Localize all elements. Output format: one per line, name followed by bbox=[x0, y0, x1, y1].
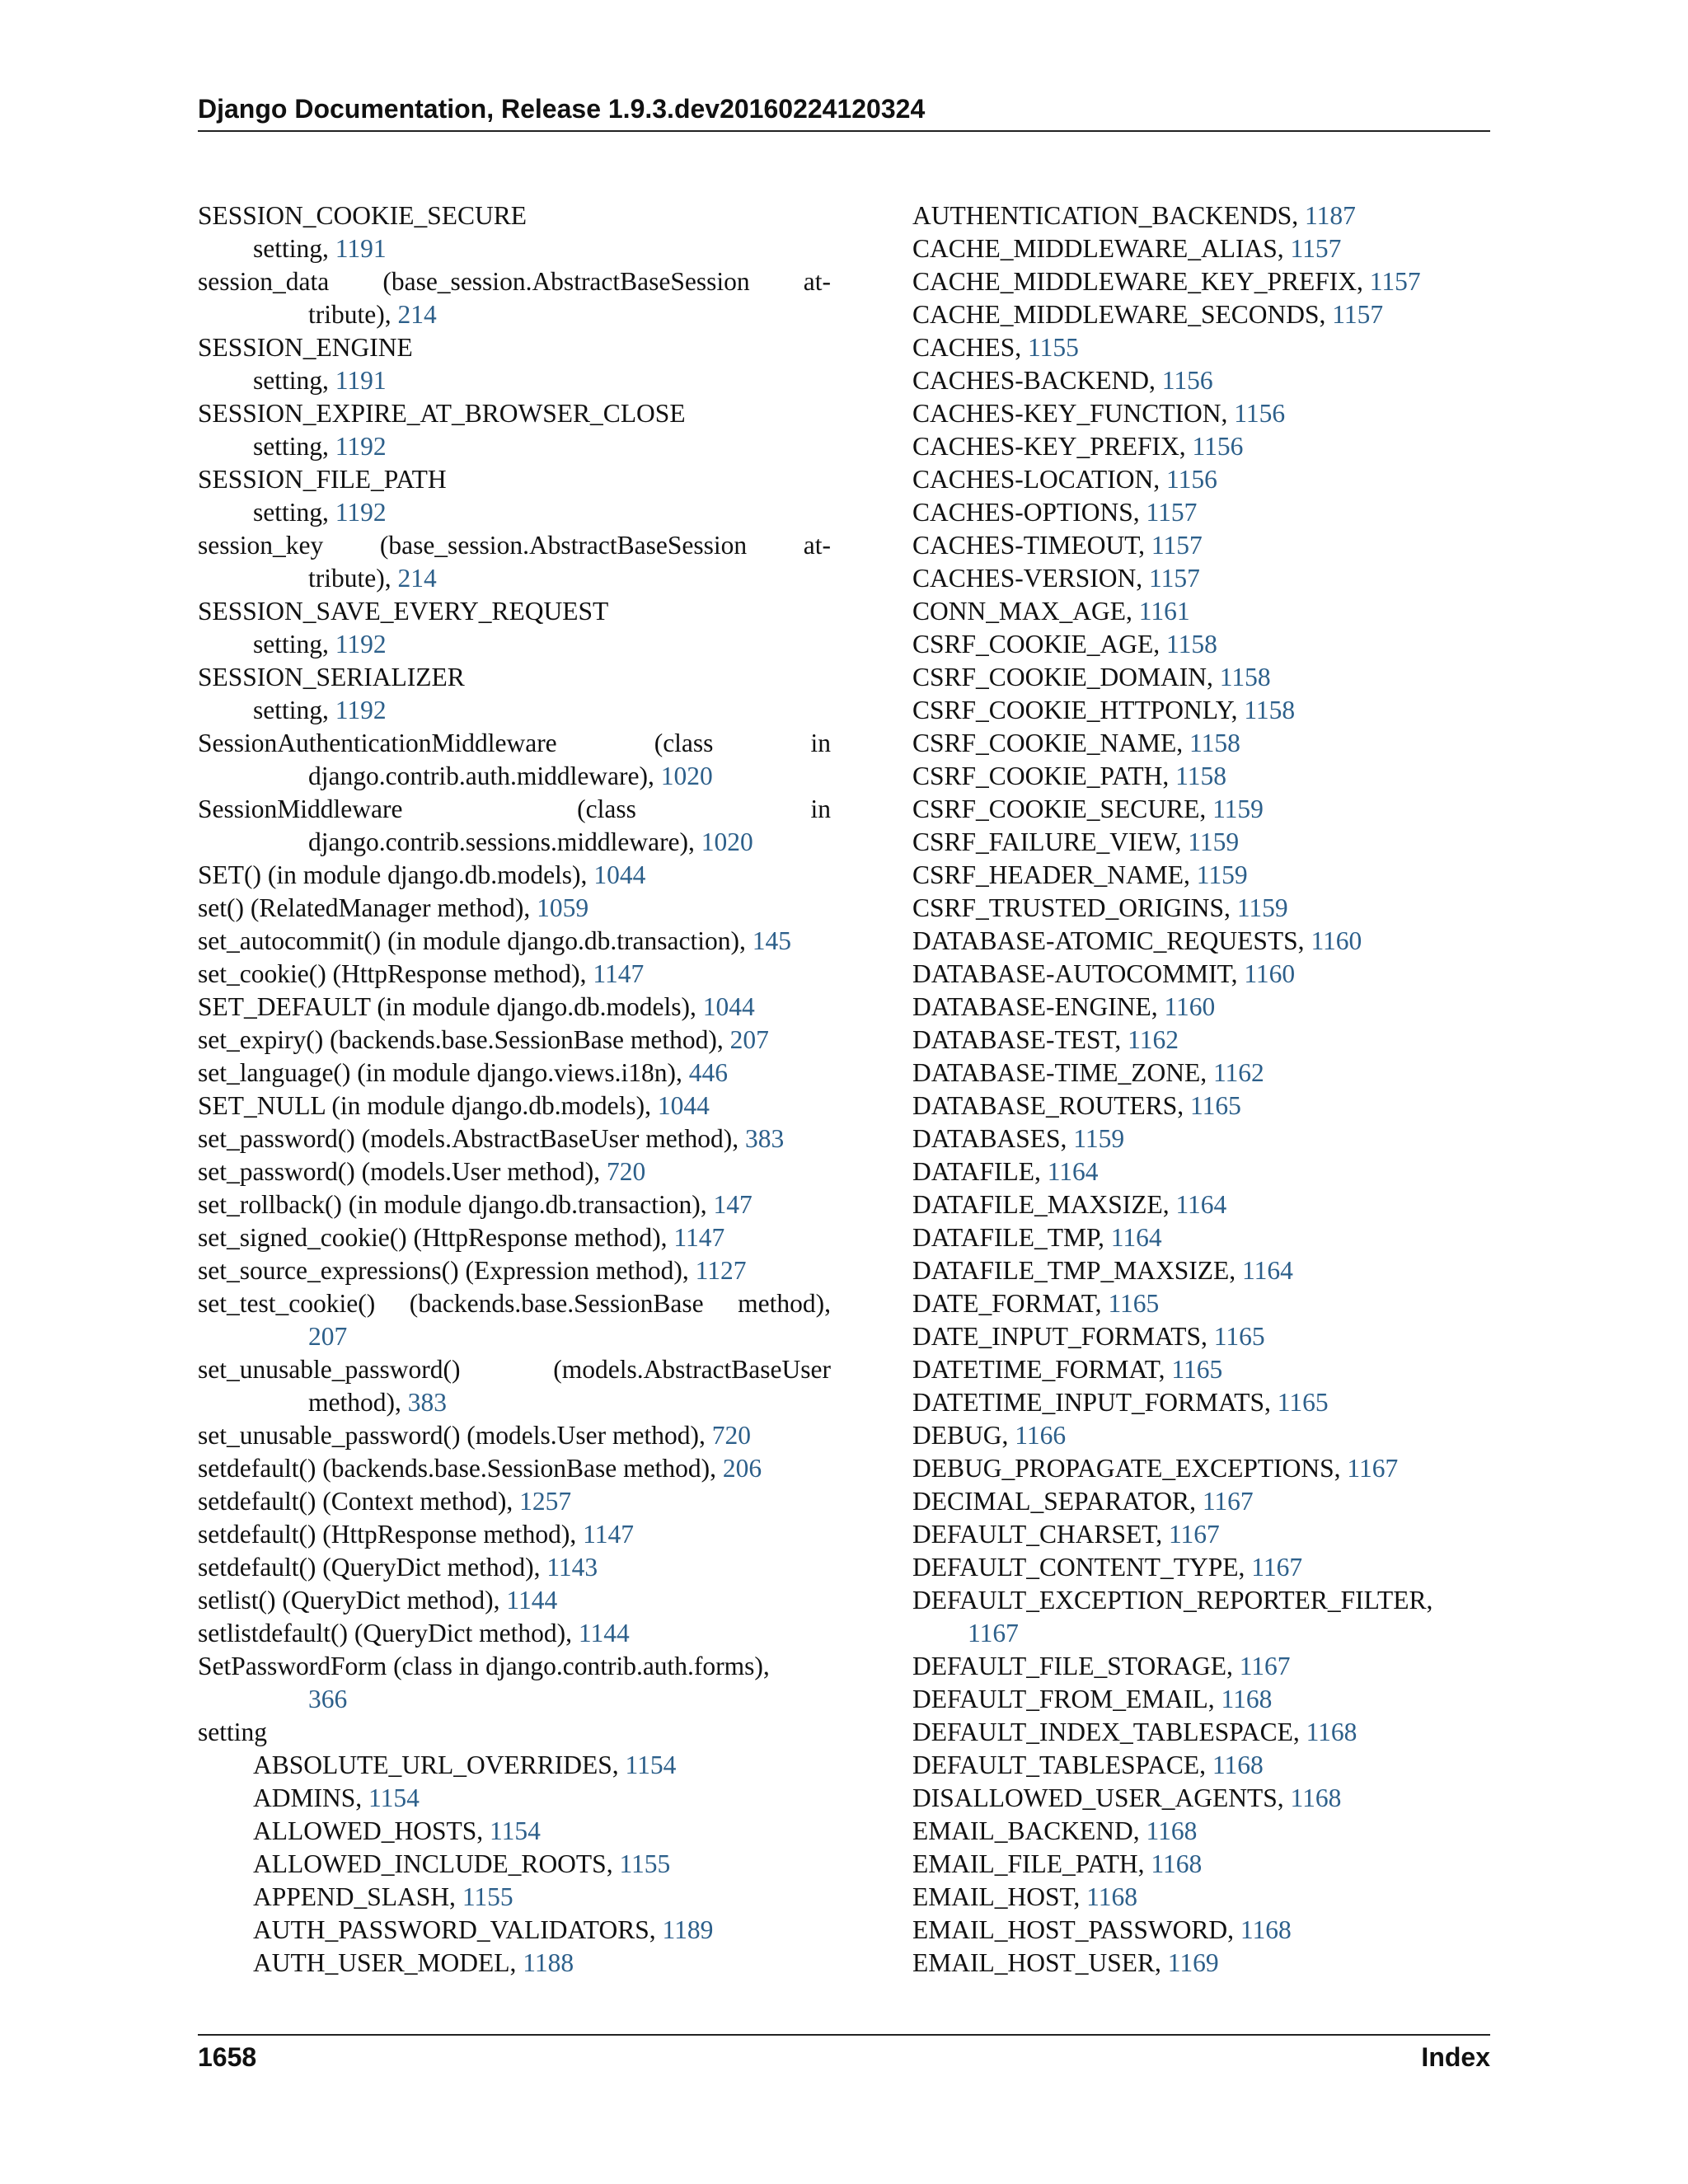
index-entry[interactable]: setting, 1192 bbox=[253, 498, 387, 527]
index-entry[interactable]: DEFAULT_FROM_EMAIL, 1168 bbox=[912, 1685, 1273, 1713]
page-link[interactable]: 1156 bbox=[1166, 465, 1217, 494]
page-link[interactable]: 1157 bbox=[1151, 531, 1203, 560]
index-entry[interactable]: setlist() (QueryDict method), 1144 bbox=[198, 1586, 558, 1615]
page-link[interactable]: 1168 bbox=[1221, 1685, 1273, 1713]
page-link[interactable]: 1189 bbox=[662, 1915, 714, 1944]
index-entry[interactable]: DATAFILE_TMP, 1164 bbox=[912, 1223, 1162, 1252]
index-entry[interactable] bbox=[198, 1683, 831, 1716]
page-link[interactable]: 1044 bbox=[593, 860, 646, 889]
index-entry: SessionAuthenticationMiddleware (class in bbox=[198, 729, 831, 757]
page-link[interactable]: 214 bbox=[397, 300, 437, 329]
index-entry: SetPasswordForm (class in django.contrib.auth.forms), bbox=[198, 1652, 770, 1680]
index-entry[interactable]: CONN_MAX_AGE, 1161 bbox=[912, 597, 1190, 626]
index-entry[interactable]: set_password() (models.AbstractBaseUser method), 383 bbox=[198, 1124, 785, 1153]
index-entry[interactable]: CACHES-BACKEND, 1156 bbox=[912, 366, 1213, 395]
page-link[interactable]: 1167 bbox=[1202, 1487, 1254, 1516]
page-link[interactable]: 1192 bbox=[335, 498, 387, 527]
index-entry[interactable]: setting, 1192 bbox=[253, 696, 387, 724]
page-link[interactable]: 1160 bbox=[1164, 992, 1216, 1021]
page-link[interactable]: 1168 bbox=[1306, 1718, 1357, 1746]
page-link[interactable]: 1167 bbox=[968, 1619, 1019, 1647]
index-entry[interactable]: method), 383 bbox=[308, 1388, 447, 1417]
page-link[interactable]: 1159 bbox=[1196, 860, 1248, 889]
page-link[interactable]: 383 bbox=[744, 1124, 785, 1153]
page-link[interactable]: 1164 bbox=[1241, 1256, 1293, 1285]
index-entry: SESSION_FILE_PATH bbox=[198, 465, 447, 494]
index-entry[interactable]: DATE_FORMAT, 1165 bbox=[912, 1289, 1160, 1318]
page-link[interactable]: 366 bbox=[308, 1685, 348, 1713]
index-entry[interactable]: tribute), 214 bbox=[308, 300, 437, 329]
index-entry[interactable]: CACHE_MIDDLEWARE_ALIAS, 1157 bbox=[912, 234, 1342, 263]
page-link[interactable]: 1168 bbox=[1212, 1750, 1264, 1779]
page-link[interactable]: 1157 bbox=[1369, 267, 1421, 296]
index-entry[interactable]: AUTH_PASSWORD_VALIDATORS, 1189 bbox=[253, 1915, 714, 1944]
page-link[interactable]: 1156 bbox=[1192, 432, 1244, 461]
page-link[interactable]: 1159 bbox=[1236, 893, 1288, 922]
page-link[interactable]: 1257 bbox=[519, 1487, 572, 1516]
index-entry[interactable]: SET_DEFAULT (in module django.db.models), 1044 bbox=[198, 992, 755, 1021]
index-entry[interactable]: AUTH_USER_MODEL, 1188 bbox=[253, 1948, 574, 1977]
page-link[interactable]: 383 bbox=[407, 1388, 447, 1417]
page-link[interactable]: 1159 bbox=[1073, 1124, 1125, 1153]
index-entry[interactable]: CSRF_COOKIE_PATH, 1158 bbox=[912, 762, 1227, 790]
index-entry: SESSION_SERIALIZER bbox=[198, 663, 465, 691]
page-link[interactable]: 1166 bbox=[1015, 1421, 1067, 1450]
page-link[interactable]: 1158 bbox=[1219, 663, 1271, 691]
index-entry[interactable]: DEFAULT_TABLESPACE, 1168 bbox=[912, 1750, 1264, 1779]
page-link[interactable]: 1155 bbox=[1028, 333, 1079, 362]
page-header-title: Django Documentation, Release 1.9.3.dev20160224120324 bbox=[198, 94, 926, 124]
page-link[interactable]: 1156 bbox=[1161, 366, 1213, 395]
index-entry[interactable]: DATAFILE_MAXSIZE, 1164 bbox=[912, 1190, 1227, 1219]
index-entry[interactable]: CACHE_MIDDLEWARE_KEY_PREFIX, 1157 bbox=[912, 267, 1421, 296]
page-link[interactable]: 1164 bbox=[1175, 1190, 1227, 1219]
index-entry: SESSION_SAVE_EVERY_REQUEST bbox=[198, 597, 609, 626]
page-link[interactable]: 1160 bbox=[1311, 926, 1362, 955]
index-entry[interactable]: DEFAULT_FILE_STORAGE, 1167 bbox=[912, 1652, 1291, 1680]
page-link[interactable]: 145 bbox=[752, 926, 791, 955]
page-link[interactable]: 1147 bbox=[593, 959, 645, 988]
index-entry[interactable]: DEFAULT_INDEX_TABLESPACE, 1168 bbox=[912, 1718, 1357, 1746]
footer-rule bbox=[198, 2034, 1490, 2036]
index-entry[interactable]: set() (RelatedManager method), 1059 bbox=[198, 893, 589, 922]
index-entry[interactable]: django.contrib.auth.middleware), 1020 bbox=[308, 762, 713, 790]
index-entry[interactable]: DATABASE-ATOMIC_REQUESTS, 1160 bbox=[912, 926, 1362, 955]
page-link[interactable]: 1167 bbox=[1251, 1553, 1303, 1582]
index-entry: SESSION_ENGINE bbox=[198, 333, 413, 362]
page-link[interactable]: 1158 bbox=[1175, 762, 1227, 790]
index-entry[interactable]: set_password() (models.User method), 720 bbox=[198, 1157, 646, 1186]
index-entry[interactable]: CSRF_FAILURE_VIEW, 1159 bbox=[912, 827, 1240, 856]
page-link[interactable]: 1168 bbox=[1086, 1882, 1137, 1911]
page-link[interactable]: 1168 bbox=[1151, 1849, 1203, 1878]
index-entry[interactable]: setting, 1191 bbox=[253, 234, 387, 263]
page-link[interactable]: 207 bbox=[729, 1025, 769, 1054]
index-entry[interactable]: CSRF_COOKIE_AGE, 1158 bbox=[912, 630, 1217, 658]
index-entry[interactable]: APPEND_SLASH, 1155 bbox=[253, 1882, 513, 1911]
index-entry: SESSION_EXPIRE_AT_BROWSER_CLOSE bbox=[198, 399, 686, 428]
page-link[interactable]: 1161 bbox=[1138, 597, 1190, 626]
index-entry[interactable]: set_signed_cookie() (HttpResponse method), 1147 bbox=[198, 1223, 725, 1252]
index-entry[interactable]: DATETIME_FORMAT, 1165 bbox=[912, 1355, 1223, 1384]
index-entry[interactable] bbox=[198, 1320, 831, 1353]
page-link[interactable]: 207 bbox=[308, 1322, 348, 1351]
index-entry[interactable]: set_autocommit() (in module django.db.transaction), 145 bbox=[198, 926, 791, 955]
index-entry[interactable]: DATETIME_INPUT_FORMATS, 1165 bbox=[912, 1388, 1329, 1417]
page-link[interactable]: 1191 bbox=[335, 366, 387, 395]
index-entry: SessionMiddleware (class in bbox=[198, 794, 831, 823]
page-link[interactable]: 214 bbox=[397, 564, 437, 593]
page-link[interactable]: 1155 bbox=[619, 1849, 671, 1878]
page-link[interactable]: 1157 bbox=[1146, 498, 1198, 527]
page-link[interactable]: 1157 bbox=[1332, 300, 1384, 329]
index-entry[interactable]: DATE_INPUT_FORMATS, 1165 bbox=[912, 1322, 1265, 1351]
index-entry[interactable]: DISALLOWED_USER_AGENTS, 1168 bbox=[912, 1783, 1342, 1812]
index-entry[interactable]: set_expiry() (backends.base.SessionBase method), 207 bbox=[198, 1025, 769, 1054]
index-column-right bbox=[912, 199, 1506, 1980]
index-entry[interactable]: DATABASE-TEST, 1162 bbox=[912, 1025, 1179, 1054]
index-entry[interactable]: DEBUG_PROPAGATE_EXCEPTIONS, 1167 bbox=[912, 1454, 1399, 1483]
index-entry[interactable]: DATABASE-TIME_ZONE, 1162 bbox=[912, 1058, 1264, 1087]
page-link[interactable]: 1192 bbox=[335, 696, 387, 724]
index-entry[interactable]: setting, 1192 bbox=[253, 630, 387, 658]
page-link[interactable]: 1192 bbox=[335, 432, 387, 461]
page-link[interactable]: 1143 bbox=[546, 1553, 598, 1582]
index-entry[interactable]: ADMINS, 1154 bbox=[253, 1783, 420, 1812]
index-entry[interactable]: setdefault() (HttpResponse method), 1147 bbox=[198, 1520, 634, 1549]
page-link[interactable]: 1020 bbox=[660, 762, 713, 790]
index-entry[interactable]: SET_NULL (in module django.db.models), 1044 bbox=[198, 1091, 710, 1120]
index-entry[interactable] bbox=[912, 1617, 1506, 1650]
index-entry[interactable]: DECIMAL_SEPARATOR, 1167 bbox=[912, 1487, 1254, 1516]
page-link[interactable]: 1157 bbox=[1290, 234, 1342, 263]
page-link[interactable]: 1156 bbox=[1234, 399, 1286, 428]
index-entry[interactable]: CSRF_COOKIE_HTTPONLY, 1158 bbox=[912, 696, 1296, 724]
index-entry[interactable]: SET() (in module django.db.models), 1044 bbox=[198, 860, 646, 889]
index-entry[interactable]: DATABASE_ROUTERS, 1165 bbox=[912, 1091, 1241, 1120]
page-link[interactable]: 1158 bbox=[1166, 630, 1217, 658]
index-entry: set_test_cookie() (backends.base.SessionBase method), bbox=[198, 1289, 831, 1318]
index-entry[interactable]: EMAIL_BACKEND, 1168 bbox=[912, 1816, 1198, 1845]
index-entry[interactable]: DATABASES, 1159 bbox=[912, 1124, 1125, 1153]
section-name: Index bbox=[1421, 2042, 1490, 2072]
index-entry[interactable]: DATABASE-AUTOCOMMIT, 1160 bbox=[912, 959, 1296, 988]
page-link[interactable]: 1165 bbox=[1171, 1355, 1223, 1384]
page-link[interactable]: 147 bbox=[713, 1190, 753, 1219]
index-entry[interactable]: CACHES-LOCATION, 1156 bbox=[912, 465, 1217, 494]
header-rule bbox=[198, 130, 1490, 132]
page-link[interactable]: 1188 bbox=[523, 1948, 574, 1977]
index-entry[interactable]: CSRF_COOKIE_SECURE, 1159 bbox=[912, 794, 1264, 823]
index-entry[interactable]: DEFAULT_CHARSET, 1167 bbox=[912, 1520, 1220, 1549]
index-entry: session_data (base_session.AbstractBaseSession at- bbox=[198, 267, 831, 296]
index-entry[interactable]: setting, 1191 bbox=[253, 366, 387, 395]
index-entry[interactable]: CACHES-OPTIONS, 1157 bbox=[912, 498, 1198, 527]
index-entry[interactable]: set_rollback() (in module django.db.transaction), 147 bbox=[198, 1190, 753, 1219]
page-link[interactable]: 1158 bbox=[1244, 696, 1296, 724]
page-link[interactable]: 1167 bbox=[1168, 1520, 1220, 1549]
page-link[interactable]: 1147 bbox=[583, 1520, 634, 1549]
page-link[interactable]: 1168 bbox=[1146, 1816, 1198, 1845]
page-link[interactable]: 720 bbox=[607, 1157, 646, 1186]
page-link[interactable]: 1162 bbox=[1128, 1025, 1179, 1054]
index-entry[interactable]: DEFAULT_CONTENT_TYPE, 1167 bbox=[912, 1553, 1303, 1582]
index-entry[interactable]: set_cookie() (HttpResponse method), 1147 bbox=[198, 959, 645, 988]
page-link[interactable]: 1192 bbox=[335, 630, 387, 658]
index-entry[interactable]: ABSOLUTE_URL_OVERRIDES, 1154 bbox=[253, 1750, 677, 1779]
page-link[interactable]: 1169 bbox=[1167, 1948, 1219, 1977]
index-entry[interactable]: django.contrib.sessions.middleware), 1020 bbox=[308, 827, 753, 856]
page-link[interactable]: 1144 bbox=[506, 1586, 558, 1615]
index-entry: SESSION_COOKIE_SECURE bbox=[198, 201, 528, 230]
index-entry[interactable]: CACHES-KEY_FUNCTION, 1156 bbox=[912, 399, 1286, 428]
index-entry[interactable]: ALLOWED_INCLUDE_ROOTS, 1155 bbox=[253, 1849, 671, 1878]
index-entry[interactable]: CACHES-KEY_PREFIX, 1156 bbox=[912, 432, 1244, 461]
page-link[interactable]: 1044 bbox=[657, 1091, 710, 1120]
page-link[interactable]: 1127 bbox=[695, 1256, 747, 1285]
index-entry: DEFAULT_EXCEPTION_REPORTER_FILTER, bbox=[912, 1586, 1433, 1615]
page-link[interactable]: 720 bbox=[711, 1421, 751, 1450]
page-link[interactable]: 1154 bbox=[625, 1750, 677, 1779]
index-entry[interactable]: setdefault() (backends.base.SessionBase method), 206 bbox=[198, 1454, 762, 1483]
page-link[interactable]: 1168 bbox=[1240, 1915, 1292, 1944]
page-link[interactable]: 1167 bbox=[1347, 1454, 1399, 1483]
index-entry[interactable]: AUTHENTICATION_BACKENDS, 1187 bbox=[912, 201, 1356, 230]
index-entry[interactable]: DATAFILE_TMP_MAXSIZE, 1164 bbox=[912, 1256, 1293, 1285]
page-link[interactable]: 1167 bbox=[1239, 1652, 1291, 1680]
page-link[interactable]: 1187 bbox=[1304, 201, 1356, 230]
index-entry[interactable]: EMAIL_FILE_PATH, 1168 bbox=[912, 1849, 1203, 1878]
page-link[interactable]: 1165 bbox=[1213, 1322, 1265, 1351]
page-link[interactable]: 1158 bbox=[1189, 729, 1240, 757]
page-link[interactable]: 1059 bbox=[537, 893, 589, 922]
page-link[interactable]: 1159 bbox=[1212, 794, 1264, 823]
index-entry[interactable]: CSRF_HEADER_NAME, 1159 bbox=[912, 860, 1248, 889]
index-entry[interactable]: EMAIL_HOST_USER, 1169 bbox=[912, 1948, 1219, 1977]
index-entry[interactable]: setdefault() (QueryDict method), 1143 bbox=[198, 1553, 598, 1582]
page-link[interactable]: 1160 bbox=[1244, 959, 1296, 988]
index-entry[interactable]: set_unusable_password() (models.User method), 720 bbox=[198, 1421, 751, 1450]
index-entry[interactable]: CSRF_TRUSTED_ORIGINS, 1159 bbox=[912, 893, 1288, 922]
page-link[interactable]: 1020 bbox=[701, 827, 753, 856]
index-entry: session_key (base_session.AbstractBaseSession at- bbox=[198, 531, 831, 560]
index-entry[interactable]: DEBUG, 1166 bbox=[912, 1421, 1067, 1450]
page-number: 1658 bbox=[198, 2042, 257, 2072]
page-link[interactable]: 1165 bbox=[1277, 1388, 1329, 1417]
page-link[interactable]: 1164 bbox=[1047, 1157, 1099, 1186]
page-link[interactable]: 1157 bbox=[1149, 564, 1200, 593]
index-entry[interactable]: setdefault() (Context method), 1257 bbox=[198, 1487, 572, 1516]
page-link[interactable]: 1159 bbox=[1188, 827, 1240, 856]
page-link[interactable]: 1155 bbox=[462, 1882, 513, 1911]
page-link[interactable]: 1191 bbox=[335, 234, 387, 263]
page-link[interactable]: 1154 bbox=[368, 1783, 420, 1812]
page-link[interactable]: 1165 bbox=[1190, 1091, 1241, 1120]
page-link[interactable]: 1044 bbox=[702, 992, 755, 1021]
page-link[interactable]: 1154 bbox=[489, 1816, 541, 1845]
page-link[interactable]: 1164 bbox=[1110, 1223, 1162, 1252]
page-link[interactable]: 1162 bbox=[1212, 1058, 1264, 1087]
index-entry[interactable]: CACHES-VERSION, 1157 bbox=[912, 564, 1200, 593]
index-entry[interactable]: setlistdefault() (QueryDict method), 1144 bbox=[198, 1619, 630, 1647]
index-entry: setting bbox=[198, 1718, 267, 1746]
index-entry[interactable]: setting, 1192 bbox=[253, 432, 387, 461]
index-column-left bbox=[198, 199, 831, 1980]
page-link[interactable]: 1168 bbox=[1290, 1783, 1342, 1812]
index-entry[interactable]: DATAFILE, 1164 bbox=[912, 1157, 1099, 1186]
index-entry[interactable]: CACHES, 1155 bbox=[912, 333, 1079, 362]
page-link[interactable]: 206 bbox=[722, 1454, 762, 1483]
page-link[interactable]: 1147 bbox=[673, 1223, 725, 1252]
index-entry[interactable]: CACHES-TIMEOUT, 1157 bbox=[912, 531, 1203, 560]
index-entry[interactable]: CACHE_MIDDLEWARE_SECONDS, 1157 bbox=[912, 300, 1384, 329]
page-link[interactable]: 1165 bbox=[1108, 1289, 1160, 1318]
index-entry[interactable]: EMAIL_HOST, 1168 bbox=[912, 1882, 1137, 1911]
index-entry[interactable]: CSRF_COOKIE_DOMAIN, 1158 bbox=[912, 663, 1271, 691]
index-entry[interactable]: ALLOWED_HOSTS, 1154 bbox=[253, 1816, 541, 1845]
index-entry[interactable]: DATABASE-ENGINE, 1160 bbox=[912, 992, 1216, 1021]
index-entry[interactable]: CSRF_COOKIE_NAME, 1158 bbox=[912, 729, 1240, 757]
index-entry[interactable]: tribute), 214 bbox=[308, 564, 437, 593]
index-entry[interactable]: EMAIL_HOST_PASSWORD, 1168 bbox=[912, 1915, 1292, 1944]
index-entry: set_unusable_password() (models.AbstractBaseUser bbox=[198, 1355, 831, 1384]
page-link[interactable]: 1144 bbox=[578, 1619, 630, 1647]
page-link[interactable]: 446 bbox=[688, 1058, 728, 1087]
index-entry[interactable]: set_language() (in module django.views.i18n), 446 bbox=[198, 1058, 728, 1087]
index-entry[interactable]: set_source_expressions() (Expression method), 1127 bbox=[198, 1256, 747, 1285]
